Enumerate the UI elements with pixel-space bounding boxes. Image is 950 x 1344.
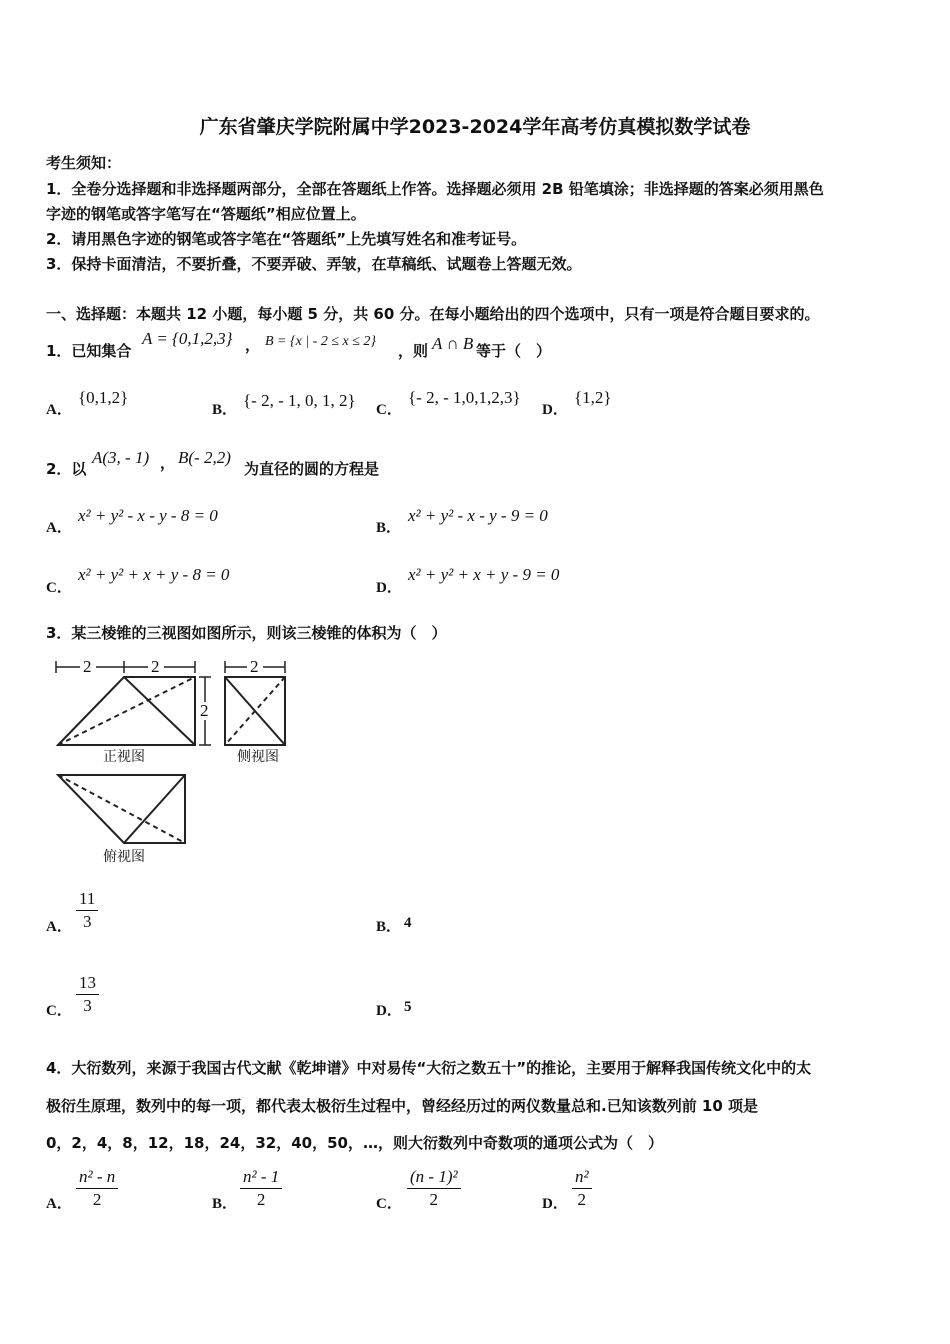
q4-option-a [76,1166,118,1211]
top-view-label: 俯视图 [103,849,145,865]
q3-option-a-denominator: 3 [82,912,92,931]
q1-option-b: {- 2, - 1, 0, 1, 2} [243,391,356,410]
q1-suffix: 等于（ ） [476,342,552,360]
q3-option-b: 4 [404,915,412,931]
q4-option-c-label: C． [376,1196,402,1212]
q4-option-d [572,1166,592,1211]
q1-option-a-label: A． [46,402,72,418]
q2-option-c: x² + y² + x + y - 8 = 0 [78,565,230,584]
q1-expr: A ∩ B [432,334,474,353]
q2-option-d-label: D． [376,580,402,596]
q4-line-2: 极衍生原理，数列中的每一项，都代表太极衍生过程中，曾经经历过的两仪数量总和.已知该数列前 10 项是 [46,1097,759,1115]
q1-option-b-label: B． [212,402,238,418]
q1-set-a: A = {0,1,2,3} [142,329,233,348]
q3-option-d-label: D． [376,1003,402,1019]
side-view-label: 侧视图 [237,749,279,765]
page-title: 广东省肇庆学院附属中学2023-2024学年高考仿真模拟数学试卷 [199,116,751,138]
q2-option-a: x² + y² - x - y - 8 = 0 [78,506,218,525]
q1-option-a: {0,1,2} [78,388,129,407]
q3-option-a [76,888,98,933]
q1-option-c: {- 2, - 1,0,1,2,3} [408,388,521,407]
q1-option-d-label: D． [542,402,568,418]
q2-comma: ， [160,454,176,472]
notice-item-1-cont: 字迹的钢笔或答字笔写在“答题纸”相应位置上。 [46,205,366,223]
q4-option-d-numerator: n² [572,1166,592,1189]
side-dim-width: 2 [250,657,259,676]
q4-option-b [240,1166,282,1211]
q4-option-b-numerator: n² - 1 [240,1166,282,1189]
q3-option-c-numerator: 13 [76,972,99,995]
front-view [56,661,211,745]
q4-option-c [407,1166,461,1211]
notice-item-2: 2．请用黑色字迹的钢笔或答字笔在“答题纸”上先填写姓名和准考证号。 [46,230,527,248]
q3-option-c-label: C． [46,1003,72,1019]
q4-option-b-denominator: 2 [256,1190,266,1209]
q4-line-1: 4．大衍数列，来源于我国古代文献《乾坤谱》中对易传“大衍之数五十”的推论，主要用于解释我国传统文化中的太 [46,1059,812,1077]
q1-mid: ，则 [398,342,429,360]
q3-option-a-label: A． [46,919,72,935]
q1-set-b: B = {x | - 2 ≤ x ≤ 2} [265,334,377,349]
q2-option-c-label: C． [46,580,72,596]
q4-option-d-denominator: 2 [577,1190,587,1209]
notice-item-1: 1．全卷分选择题和非选择题两部分，全部在答题纸上作答。选择题必须用 2B 铅笔填涂；非选择题的答案必须用黑色 [46,180,824,198]
q1-option-d: {1,2} [574,388,612,407]
q3-option-a-numerator: 11 [76,888,98,911]
notice-item-3: 3．保持卡面清洁，不要折叠，不要弄破、弄皱，在草稿纸、试题卷上答题无效。 [46,255,582,273]
q1-prefix: 1．已知集合 [46,342,132,360]
q3-option-c-denominator: 3 [83,996,92,1015]
q2-prefix: 2．以 [46,460,87,478]
q2-point-a: A(3, - 1) [92,448,150,467]
q1-comma: ， [245,336,261,354]
front-dim-right: 2 [151,657,160,676]
q2-suffix: 为直径的圆的方程是 [244,460,380,478]
top-view [58,775,185,843]
q4-line-3: 0，2，4，8，12，18，24，32，40，50，…，则大衍数列中奇数项的通项公式为（ ） [46,1134,663,1152]
notice-heading: 考生须知： [46,154,122,172]
q2-option-b: x² + y² - x - y - 9 = 0 [408,506,548,525]
q4-option-a-denominator: 2 [92,1190,102,1209]
q2-option-d: x² + y² + x + y - 9 = 0 [408,565,560,584]
q4-option-a-label: A． [46,1196,72,1212]
front-dim-left: 2 [83,657,92,676]
q2-option-a-label: A． [46,520,72,536]
q3-option-c [76,972,99,1017]
q4-option-c-denominator: 2 [429,1190,439,1209]
q1-option-c-label: C． [376,402,402,418]
q4-option-b-label: B． [212,1196,238,1212]
front-view-label: 正视图 [103,749,145,765]
q2-point-b: B(- 2,2) [178,448,231,467]
q2-option-b-label: B． [376,520,402,536]
q4-option-d-label: D． [542,1196,568,1212]
q3-option-d: 5 [404,999,412,1015]
q4-option-a-numerator: n² - n [76,1166,118,1189]
q3-stem: 3．某三棱锥的三视图如图所示，则该三棱锥的体积为（ ） [46,624,447,642]
q4-option-c-numerator: (n - 1)² [407,1166,461,1189]
front-dim-height: 2 [200,701,209,720]
section-heading: 一、选择题：本题共 12 小题，每小题 5 分，共 60 分。在每小题给出的四个选项中，只有一项是符合题目要求的。 [46,305,820,323]
q3-option-b-label: B． [376,919,402,935]
